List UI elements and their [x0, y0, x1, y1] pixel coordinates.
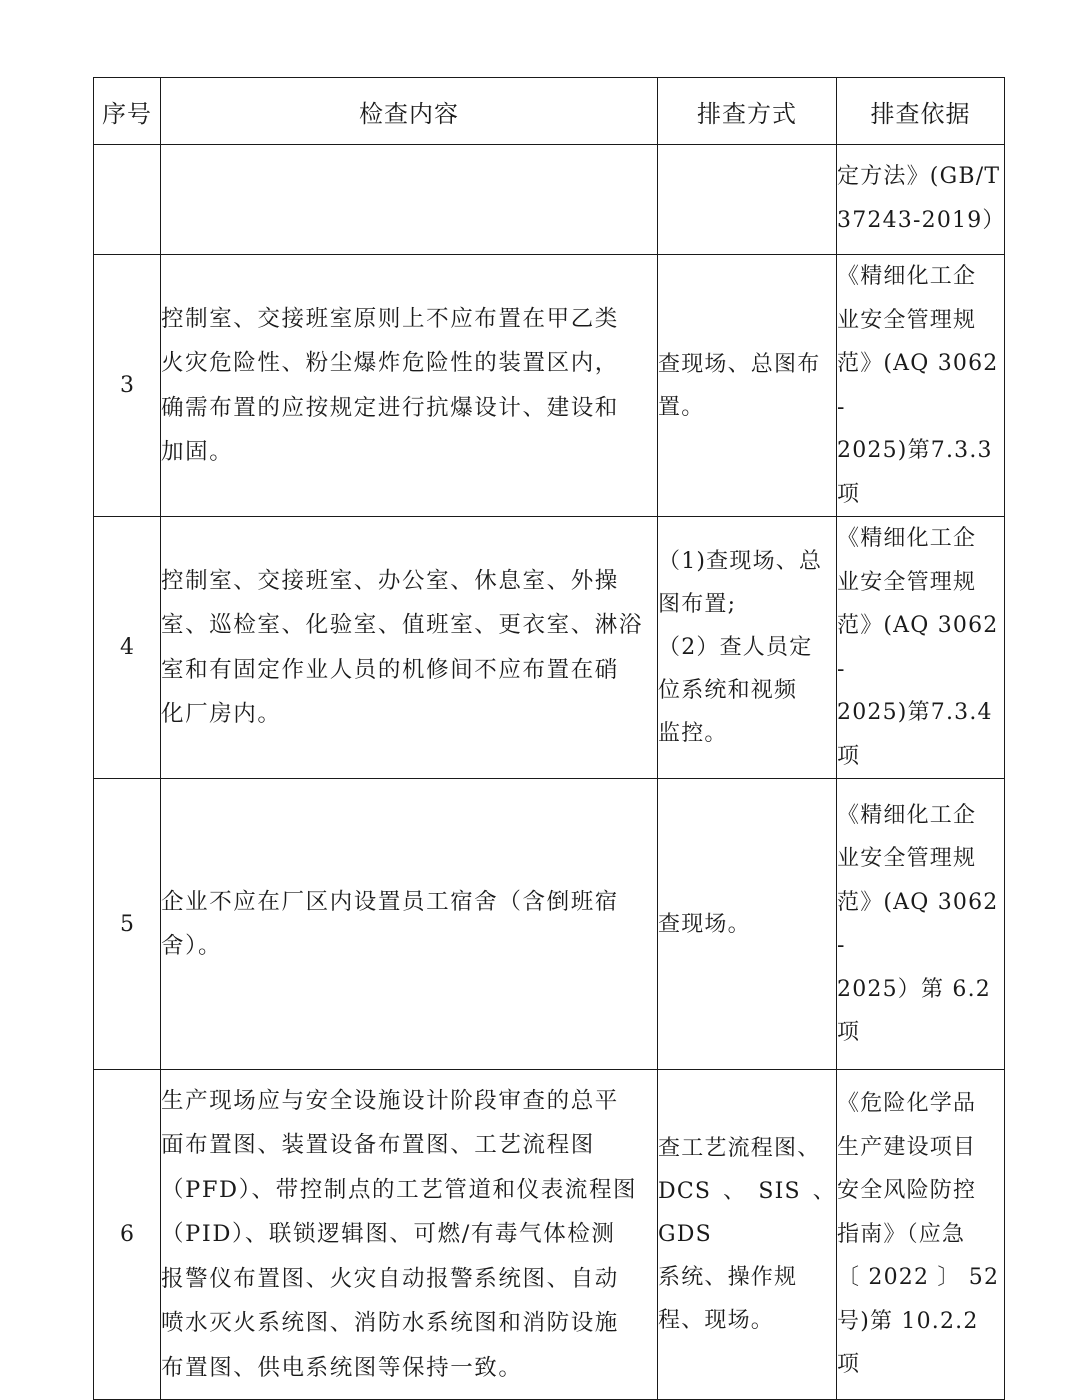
row-content-text: 控制室、交接班室、办公室、休息室、外操 室、巡检室、化验室、值班室、更衣室、淋浴 室和有固定作业人员的机修间不应布置在硝 化厂房内。 [161, 567, 644, 727]
row-basis-text: 《精细化工企 业安全管理规 范》(AQ 3062- 2025)第7.3.4 项 [837, 526, 999, 769]
row-index: 6 [94, 1070, 161, 1400]
row-method-text: （1)查现场、总 图布置; （2）查人员定 位系统和视频 监控。 [658, 549, 823, 746]
row-method-text: 查现场。 [658, 911, 751, 937]
row-index [94, 145, 161, 255]
row-basis [837, 255, 1005, 517]
row-index: 3 [94, 255, 161, 517]
inspection-table [93, 77, 1005, 1400]
header-basis: 排查依据 [837, 78, 1005, 145]
row-basis [837, 1070, 1005, 1400]
row-method-text: 查现场、总图布 置。 [658, 351, 821, 420]
row-basis [837, 779, 1005, 1070]
row-method [658, 779, 837, 1070]
table-row [94, 145, 1005, 255]
row-index: 5 [94, 779, 161, 1070]
row-method-text: 查工艺流程图、 DCS、SIS、GDS 系统、操作规 程、现场。 [658, 1136, 836, 1333]
row-basis [837, 145, 1005, 255]
row-content [161, 255, 658, 517]
row-basis-text: 《危险化学品 生产建设项目 安全风险防控 指南》（应急 〔 2022 〕 52 号)第 10.2.2 项 [837, 1091, 1000, 1378]
header-index: 序号 [94, 78, 161, 145]
row-content [161, 1070, 658, 1400]
row-content [161, 517, 658, 779]
row-basis-text: 定方法》(GB/T 37243-2019） [837, 164, 1006, 233]
row-method [658, 255, 837, 517]
table-row [94, 255, 1005, 517]
table-row [94, 517, 1005, 779]
row-basis [837, 517, 1005, 779]
row-method [658, 1070, 837, 1400]
row-content-text: 生产现场应与安全设施设计阶段审查的总平 面布置图、装置设备布置图、工艺流程图 （PFD）、带控制点的工艺管道和仪表流程图 （PID）、联锁逻辑图、可燃/有毒气体检测 报警仪布置图、火灾自动报警系统图、自动 喷水灭火系统图、消防水系统图和消防设施 布置图、供电系统图等保持一致。 [161, 1087, 638, 1381]
header-method: 排查方式 [658, 78, 837, 145]
row-content [161, 145, 658, 255]
row-content-text: 控制室、交接班室原则上不应布置在甲乙类 火灾危险性、粉尘爆炸危险性的装置区内， 确需布置的应按规定进行抗爆设计、建设和 加固。 [161, 305, 619, 465]
table-row [94, 1070, 1005, 1400]
row-content-text: 企业不应在厂区内设置员工宿舍（含倒班宿 舍）。 [161, 888, 619, 959]
row-basis-text: 《精细化工企 业安全管理规 范》(AQ 3062- 2025）第 6.2 项 [837, 802, 999, 1045]
row-content [161, 779, 658, 1070]
row-method [658, 517, 837, 779]
table-header-row [94, 78, 1005, 145]
row-basis-text: 《精细化工企 业安全管理规 范》(AQ 3062- 2025)第7.3.3 项 [837, 264, 999, 507]
header-content: 检查内容 [161, 78, 658, 145]
row-method [658, 145, 837, 255]
row-index: 4 [94, 517, 161, 779]
table-row [94, 779, 1005, 1070]
